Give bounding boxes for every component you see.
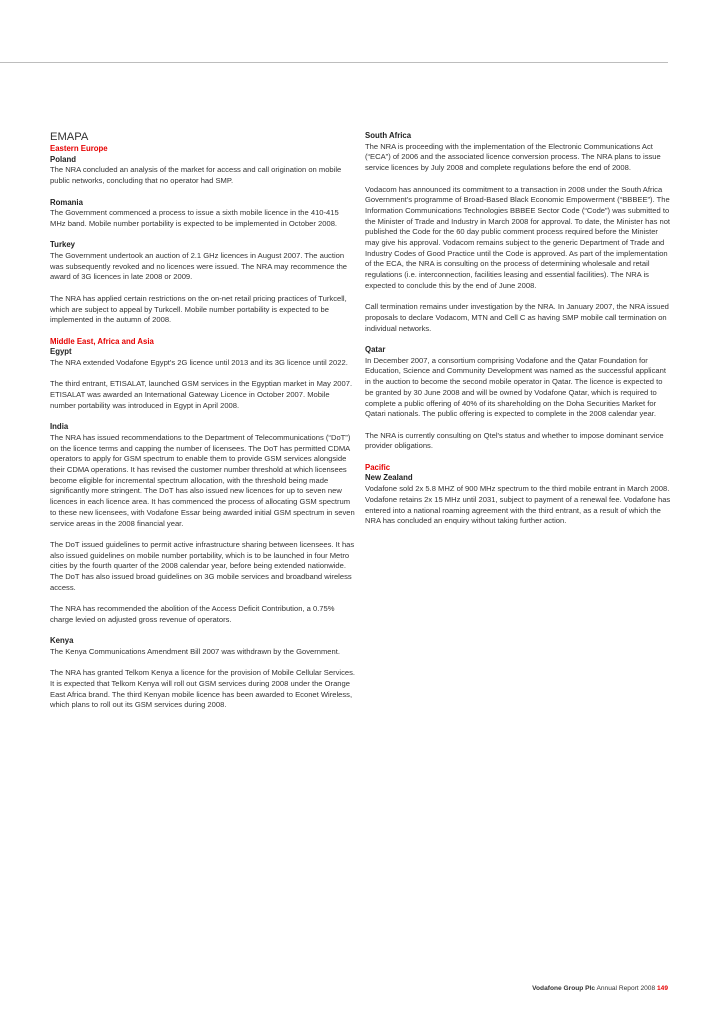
qatar-paragraph-2: The NRA is currently consulting on Qtel's status and whether to impose dominant service provider obligations. (365, 430, 664, 451)
south-africa-paragraph-2: Vodacom has announced its commitment to a transaction in 2008 under the South Africa Government's programme of Broad-Based Black Economic Empowerment (“BBBEE”). The Information Communications Technologies BBBEE Sector Code (“Code”) was submitted to the Minister of Trade and Industry in March 2008 for approval. To date, the Minister has not published the Code for the 60 day public comment process required before the Minister may give his approval. Vodacom remains subject to the generic Department of Trade and Industry Codes of Good Practice until the Code is approved. As part of the implementation of the ECA, the NRA is consulting on the process of determining wholesale and retail regulations (i.e. interconnection, facilities leasing and essential facilities). The NRA is expected to conclude this by the end of June 2008. (365, 184, 671, 290)
south-africa-paragraph-1: The NRA is proceeding with the implementation of the Electronic Communications Act (“ECA”) of 2006 and the associated licence conversion process. The NRA plans to issue service licences by July 2008 and complete regulations before the end of 2008. (365, 141, 661, 173)
country-heading-india: India (50, 422, 69, 432)
page-footer (532, 985, 668, 992)
left-column (50, 131, 356, 711)
region-heading-pacific: Pacific (365, 462, 391, 472)
south-africa-paragraph-3: Call termination remains under investigation by the NRA. In January 2007, the NRA issued proposals to declare Vodacom, MTN and Cell C as having SMP mobile call termination on individual networks. (365, 302, 669, 333)
footer-report: Annual Report 2008 (595, 985, 657, 992)
right-column (365, 131, 671, 527)
romania-paragraph-1: The Government commenced a process to issue a sixth mobile licence in the 410-415 MHz band. Mobile number portability is expected to be implemented in October 2008. (50, 208, 339, 228)
footer-company: Vodafone Group Plc (532, 985, 596, 992)
kenya-paragraph-2: The NRA has granted Telkom Kenya a licence for the provision of Mobile Cellular Services. It is expected that Telkom Kenya will roll out GSM services during 2008 under the Orange East Africa brand. The third Kenyan mobile licence has been awarded to Econet Wireless, which plans to roll out its GSM services during 2008. (50, 668, 356, 710)
india-paragraph-3: The NRA has recommended the abolition of the Access Deficit Contribution, a 0.75% charge levied on adjusted gross revenue of operators. (50, 604, 335, 624)
turkey-paragraph-1: The Government undertook an auction of 2.1 GHz licences in August 2007. The auction was subsequently revoked and no licences were issued. The NRA may recommence the award of 3G licences in late 2008 or 2009. (50, 251, 348, 282)
india-paragraph-1: The NRA has issued recommendations to the Department of Telecommunications (“DoT”) on the licence terms and capping the number of licensees. The DoT has permitted CDMA operators to apply for GSM spectrum to enable them to provide GSM services alongside their CDMA operations. It has revised the customer number threshold at which licensees become eligible for incremental spectrum allocation, with the threshold being made significantly more stringent. The DoT has also issued new licences for up to seven new licences in each licence area. It has commenced the process of allocating GSM spectrum to these new licensees, with Vodafone Essar being awarded initial GSM spectrum in seven service areas in the 2008 financial year. (50, 432, 355, 528)
section-title: EMAPA (50, 131, 89, 143)
country-heading-poland: Poland (50, 154, 76, 164)
egypt-paragraph-1: The NRA extended Vodafone Egypt's 2G licence until 2013 and its 3G licence until 2022. (50, 358, 348, 367)
india-paragraph-2: The DoT issued guidelines to permit active infrastructure sharing between licensees. It has also issued guidelines on mobile number portability, which is to be launched in four Metro cities by the fourth quarter of the 2008 calendar year, before being extended nationwide. The DoT has also issued broad guidelines on 3G mobile services and broadband wireless access. (50, 539, 355, 592)
country-heading-egypt: Egypt (50, 347, 72, 357)
kenya-paragraph-1: The Kenya Communications Amendment Bill 2007 was withdrawn by the Government. (50, 646, 340, 656)
poland-paragraph-1: The NRA concluded an analysis of the market for access and call origination on mobile public networks, concluding that no operator had SMP. (50, 165, 342, 186)
turkey-paragraph-2: The NRA has applied certain restrictions on the on-net retail pricing practices of Turkcell, which are subject to appeal by Turkcell. Mobile number portability is expected to be implemented in the autumn of 2008. (50, 293, 347, 325)
country-heading-new-zealand: New Zealand (365, 473, 413, 483)
country-heading-south-africa: South Africa (365, 131, 412, 140)
country-heading-qatar: Qatar (365, 345, 386, 355)
country-heading-turkey: Turkey (50, 240, 75, 250)
qatar-paragraph-1: In December 2007, a consortium comprising Vodafone and the Qatar Foundation for Education, Science and Community Development was named as the successful applicant in the auction to become the second mobile operator in Qatar. The licence is expected to be granted by 30 June 2008 and will be owned by Vodafone Qatar, which is required to complete a public offering of 40% of its shareholding on the Doha Securities Market for Qatari nationals. The public offering is expected to complete in the 2008 calendar year. (365, 355, 666, 419)
header-rule (0, 62, 668, 63)
egypt-paragraph-2: The third entrant, ETISALAT, launched GSM services in the Egyptian market in May 2007. ETISALAT was awarded an International Gateway Licence in October 2007. Mobile number portability was introduced in Egypt in April 2008. (50, 379, 353, 410)
region-heading-mea: Middle East, Africa and Asia (50, 336, 154, 346)
new-zealand-paragraph-1: Vodafone sold 2x 5.8 MHZ of 900 MHz spectrum to the third mobile entrant in March 2008. Vodafone retains 2x 15 MHz until 2031, subject to payment of a renewal fee. Vodafone has entered into a national roaming agreement with the third entrant, as a result of which the NRA has concluded an enquiry without taking further action. (365, 484, 671, 526)
page-number: 149 (656, 985, 668, 992)
country-heading-romania: Romania (50, 197, 83, 207)
region-heading-eastern-europe: Eastern Europe (50, 144, 108, 153)
country-heading-kenya: Kenya (50, 636, 74, 646)
